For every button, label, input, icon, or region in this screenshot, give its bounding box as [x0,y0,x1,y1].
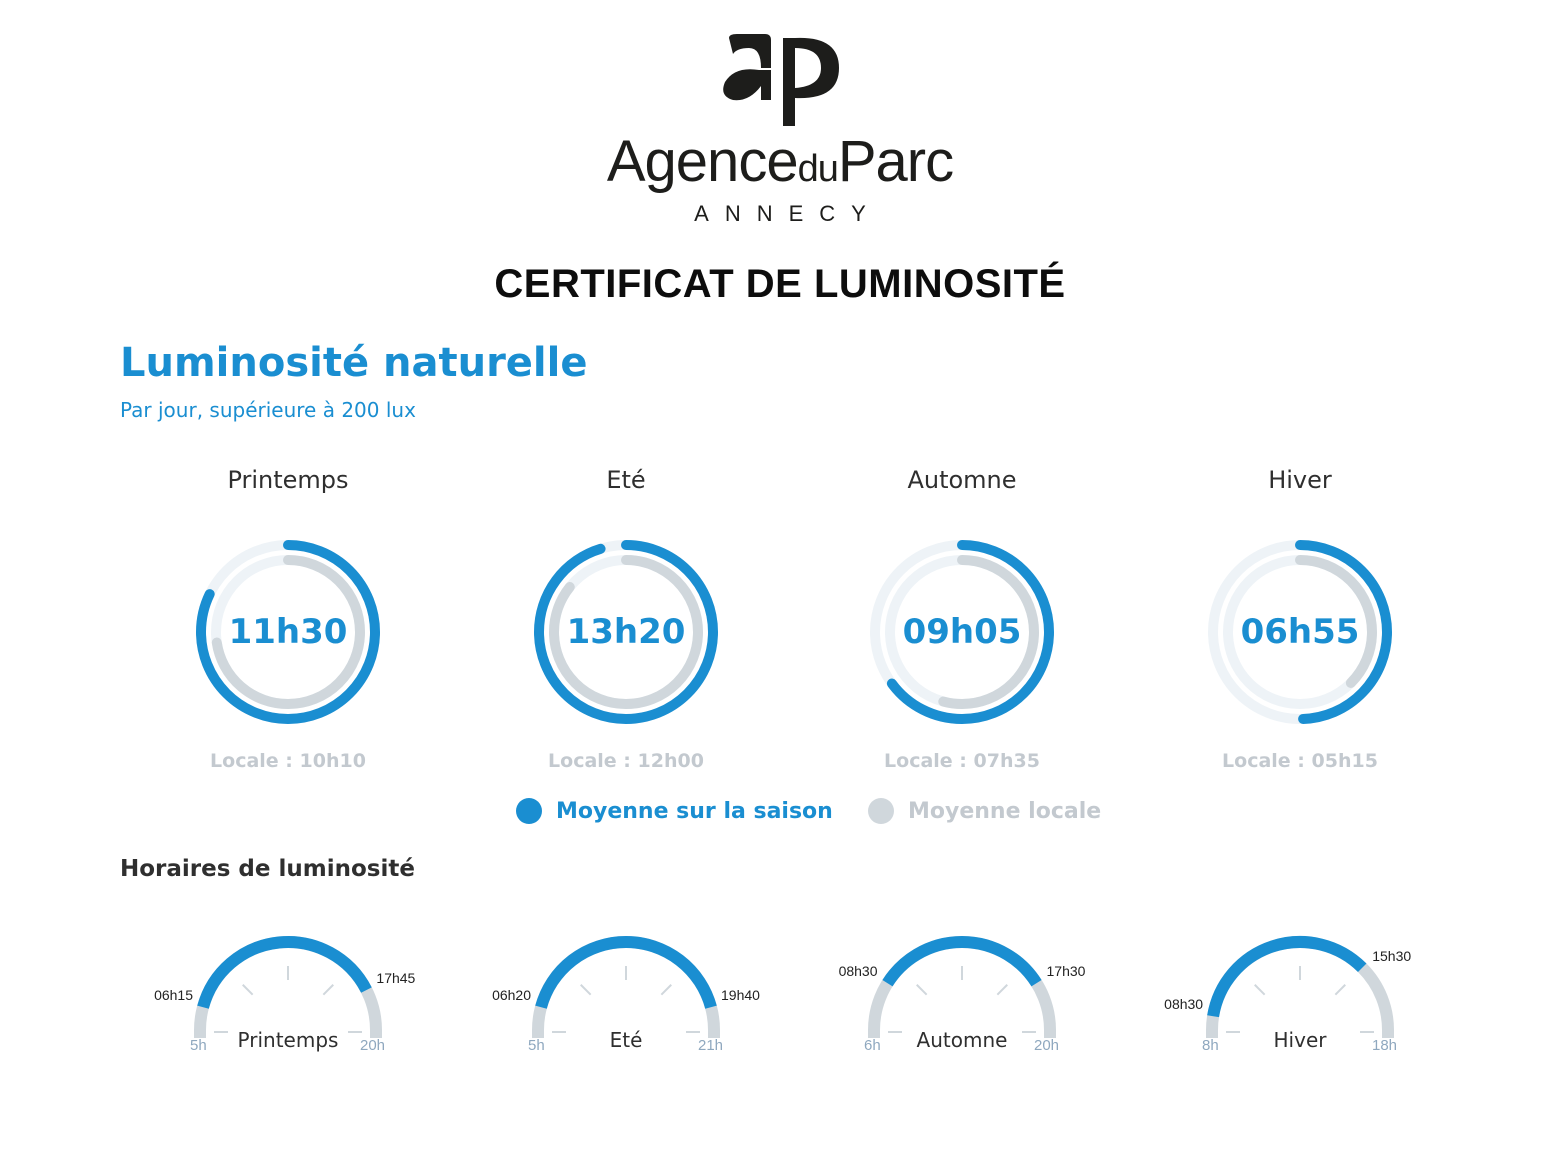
gauge-ete [476,920,776,1070]
gauge-tick-ete-2 [661,985,671,995]
brand-word-end: Parc [837,129,954,194]
legend-season-dot [516,798,542,824]
gauge-automne [812,920,1112,1070]
legend-season [516,798,833,824]
ring-season-label-hiver: Hiver [1268,466,1332,494]
gauge-tick-printemps-0 [243,985,253,995]
gauge-max-label-ete: 21h [698,1037,724,1054]
ring-local-label-printemps: Locale : 10h10 [210,750,366,772]
brand-word: Agence [606,129,798,194]
hours-title: Horaires de luminosité [120,856,415,882]
ring-season-label-automne: Automne [907,466,1017,494]
gauge-start-label-ete: 06h20 [492,987,531,1004]
legend [0,798,1560,832]
ring-column-printemps [158,466,418,772]
gauge-end-label-hiver: 15h30 [1372,947,1412,964]
ring-season-label-ete: Eté [606,466,646,494]
ring-value-ete: 13h20 [566,612,686,652]
gauge-end-label-automne: 17h30 [1046,963,1086,980]
gauge-tick-printemps-2 [323,985,333,995]
gauge-start-label-hiver: 08h30 [1164,996,1204,1013]
gauge-max-label-automne: 20h [1034,1037,1060,1054]
brand-city: ANNECY [694,201,882,226]
section-subtitle: Par jour, supérieure à 200 lux [120,398,416,422]
agency-logo [0,30,1560,227]
ring-hiver [1200,532,1400,732]
section-title: Luminosité naturelle [120,340,588,386]
gauge-start-label-printemps: 06h15 [154,987,193,1004]
gauge-season-label-printemps: Printemps [237,1028,339,1052]
gauge-tick-hiver-0 [1255,985,1265,995]
ring-value-hiver: 06h55 [1240,612,1360,652]
gauge-end-label-printemps: 17h45 [376,970,416,987]
gauge-hiver [1150,920,1450,1070]
ring-local-label-automne: Locale : 07h35 [884,750,1040,772]
gauge-track-automne [874,942,1050,1038]
gauge-min-label-printemps: 5h [190,1037,207,1054]
ring-automne [862,532,1062,732]
ring-value-automne: 09h05 [902,612,1022,652]
ap-monogram-icon [715,30,845,130]
ring-local-label-hiver: Locale : 05h15 [1222,750,1378,772]
legend-local-label: Moyenne locale [908,798,1102,824]
gauge-track-ete [538,942,714,1038]
ring-printemps [188,532,388,732]
gauge-min-label-automne: 6h [864,1037,881,1054]
brand-name [0,129,1560,199]
gauge-track-printemps [200,942,376,1038]
ring-value-printemps: 11h30 [228,612,348,652]
ring-season-label-printemps: Printemps [227,466,349,494]
gauge-max-label-printemps: 20h [360,1037,386,1054]
gauge-tick-ete-0 [581,985,591,995]
brand-word-small: du [797,148,838,190]
ring-ete [526,532,726,732]
gauge-printemps [138,920,438,1070]
legend-local [868,798,1101,824]
gauge-active-arc-hiver [1213,942,1362,1016]
gauge-season-label-hiver: Hiver [1273,1028,1327,1052]
ring-local-label-ete: Locale : 12h00 [548,750,704,772]
ring-column-ete [496,466,756,772]
gauge-min-label-ete: 5h [528,1037,545,1054]
gauge-end-label-ete: 19h40 [721,987,760,1004]
gauge-tick-hiver-2 [1335,985,1345,995]
ring-column-automne [832,466,1092,772]
gauge-min-label-hiver: 8h [1202,1037,1219,1054]
certificate-title: CERTIFICAT DE LUMINOSITÉ [494,262,1066,306]
legend-season-label: Moyenne sur la saison [556,798,833,824]
legend-local-dot [868,798,894,824]
gauge-max-label-hiver: 18h [1372,1037,1398,1054]
ring-column-hiver [1170,466,1430,772]
gauge-start-label-automne: 08h30 [838,963,878,980]
gauge-season-label-ete: Eté [609,1028,643,1052]
gauge-tick-automne-0 [917,985,927,995]
gauge-tick-automne-2 [997,985,1007,995]
gauge-season-label-automne: Automne [916,1028,1008,1052]
gauge-track-hiver [1212,942,1388,1038]
